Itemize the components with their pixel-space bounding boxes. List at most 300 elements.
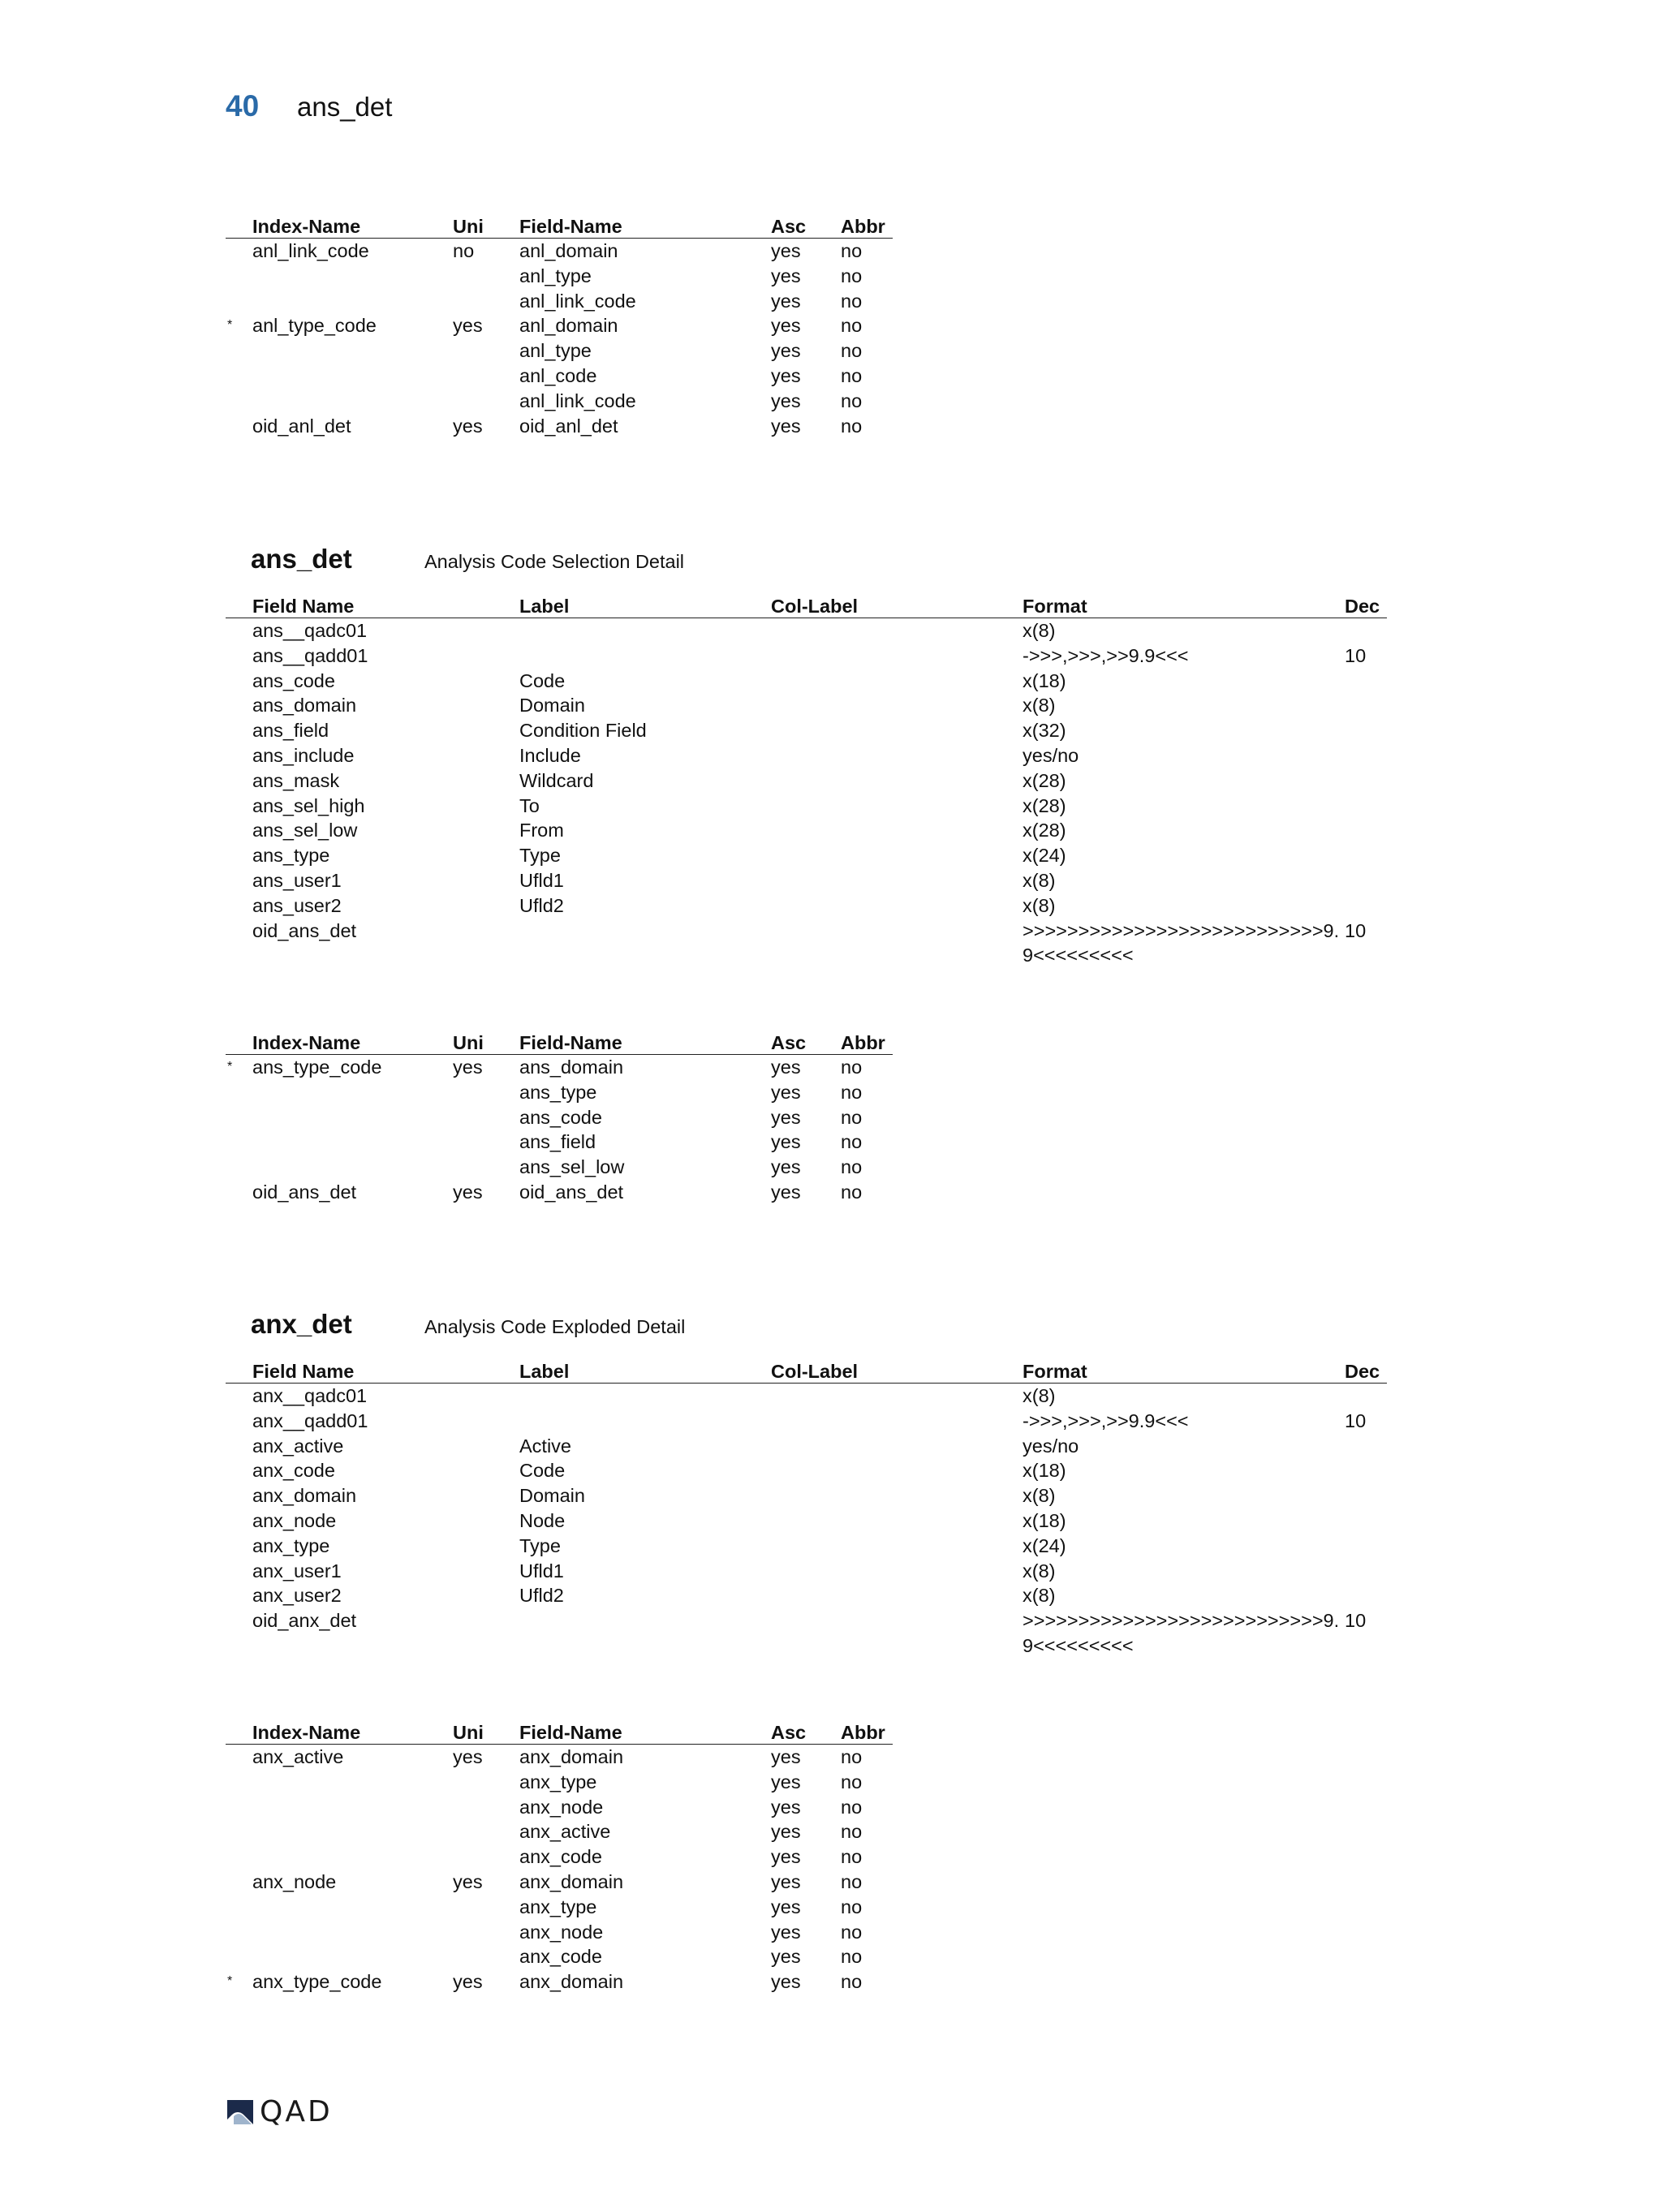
ascending-cell: yes xyxy=(771,1870,801,1892)
format-cell: x(8) xyxy=(1023,1560,1056,1582)
table-row xyxy=(226,1508,1387,1534)
unique-cell: yes xyxy=(453,1870,483,1892)
table-row xyxy=(226,893,1387,919)
abbreviated-cell: no xyxy=(841,1156,863,1178)
format-cell: x(8) xyxy=(1023,894,1056,916)
format-cell: x(8) xyxy=(1023,1385,1056,1406)
uni-header: Uni xyxy=(453,1031,519,1055)
table-row xyxy=(226,1844,893,1870)
field-name-cell: anx_node xyxy=(519,1796,604,1818)
col-label-cell xyxy=(771,1434,1023,1459)
field-name-cell: ans_type xyxy=(519,1081,597,1103)
abbreviated-cell: no xyxy=(841,1106,863,1128)
label-cell: Type xyxy=(519,1534,561,1556)
marker-cell xyxy=(226,893,252,919)
index-name-cell: anx_active xyxy=(252,1746,344,1767)
format-cell: x(18) xyxy=(1023,1509,1066,1531)
index-name-header: Index-Name xyxy=(252,1721,453,1745)
index-name-cell xyxy=(252,338,453,364)
field-name-cell: anl_domain xyxy=(519,240,618,261)
table-row xyxy=(226,1745,893,1770)
ascending-cell: yes xyxy=(771,340,801,362)
field-name-cell: anl_link_code xyxy=(519,290,636,312)
abbreviated-cell: no xyxy=(841,1846,863,1868)
decimals-cell xyxy=(1345,1384,1387,1409)
dec-header: Dec xyxy=(1345,1360,1387,1384)
ascending-cell: yes xyxy=(771,1921,801,1943)
decimals-cell xyxy=(1345,843,1387,868)
primary-index-marker xyxy=(226,364,252,389)
marker-cell xyxy=(226,1583,252,1608)
format-cell: yes/no xyxy=(1023,1435,1079,1457)
col-label-header: Col-Label xyxy=(771,595,1023,618)
table-row xyxy=(226,1180,893,1205)
logo-text: QAD xyxy=(260,2095,333,2128)
unique-cell: yes xyxy=(453,415,483,437)
abbreviated-cell: no xyxy=(841,1821,863,1843)
ascending-cell: yes xyxy=(771,1971,801,1993)
marker-cell xyxy=(226,643,252,669)
marker-cell xyxy=(226,794,252,819)
table-row xyxy=(226,1583,1387,1608)
format-cell: >>>>>>>>>>>>>>>>>>>>>>>>>>>9.9<<<<<<<<< xyxy=(1023,919,1340,966)
ascending-cell: yes xyxy=(771,1156,801,1178)
format-cell: x(8) xyxy=(1023,620,1056,641)
marker-cell xyxy=(226,1409,252,1434)
abbreviated-cell: no xyxy=(841,265,863,286)
ascending-cell: yes xyxy=(771,1106,801,1128)
unique-cell: yes xyxy=(453,1057,483,1078)
table-row xyxy=(226,1819,893,1844)
unique-cell xyxy=(453,1155,519,1180)
abbreviated-cell: no xyxy=(841,1921,863,1943)
index-name-cell xyxy=(252,1130,453,1155)
index-name-cell xyxy=(252,1944,453,1969)
field-name-cell: anl_type xyxy=(519,340,592,362)
table-row xyxy=(226,693,1387,718)
unique-cell xyxy=(453,364,519,389)
table-row xyxy=(226,1409,1387,1434)
abbreviated-cell: no xyxy=(841,1946,863,1968)
marker-cell xyxy=(226,1559,252,1584)
primary-index-marker: * xyxy=(227,1060,233,1074)
label-cell: Type xyxy=(519,845,561,867)
label-cell: Include xyxy=(519,744,581,766)
col-label-cell xyxy=(771,618,1023,643)
primary-index-marker xyxy=(226,1895,252,1920)
decimals-cell xyxy=(1345,718,1387,743)
field-name-cell: oid_anl_det xyxy=(519,415,618,437)
table-row xyxy=(226,768,1387,794)
col-label-cell xyxy=(771,1483,1023,1508)
index-name-cell xyxy=(252,1770,453,1795)
field-name-cell: oid_ans_det xyxy=(252,919,357,941)
format-cell: yes/no xyxy=(1023,744,1079,766)
index-header-row xyxy=(226,1721,893,1745)
field-name-cell: ans_domain xyxy=(519,1057,624,1078)
abbreviated-cell: no xyxy=(841,1796,863,1818)
table-row xyxy=(226,919,1387,969)
format-cell: x(18) xyxy=(1023,1460,1066,1482)
field-name-cell: anx_node xyxy=(519,1921,604,1943)
uni-header: Uni xyxy=(453,215,519,239)
unique-cell: no xyxy=(453,240,475,261)
marker-cell xyxy=(226,743,252,768)
decimals-cell xyxy=(1345,1508,1387,1534)
marker-cell xyxy=(226,618,252,643)
index-name-cell xyxy=(252,1105,453,1130)
format-cell: x(28) xyxy=(1023,794,1066,816)
primary-index-marker xyxy=(226,414,252,439)
table-row xyxy=(226,1969,893,1995)
table-row xyxy=(226,1130,893,1155)
table-row xyxy=(226,1895,893,1920)
table-row xyxy=(226,338,893,364)
index-name-header: Index-Name xyxy=(252,1031,453,1055)
field-name-cell: anx_code xyxy=(519,1846,602,1868)
format-header: Format xyxy=(1023,595,1345,618)
ascending-cell: yes xyxy=(771,290,801,312)
index-name-cell xyxy=(252,1155,453,1180)
decimals-cell: 10 xyxy=(1345,919,1367,941)
abbreviated-cell: no xyxy=(841,315,863,337)
table-row xyxy=(226,618,1387,643)
ascending-cell: yes xyxy=(771,1896,801,1917)
label-cell xyxy=(519,919,771,969)
table-row xyxy=(226,1608,1387,1659)
abbreviated-cell: no xyxy=(841,389,863,411)
format-cell: x(28) xyxy=(1023,769,1066,791)
field-name-cell: anx_domain xyxy=(252,1485,357,1507)
primary-index-marker xyxy=(226,1920,252,1945)
table-row xyxy=(226,1944,893,1969)
field-name-cell: ans_user2 xyxy=(252,894,342,916)
field-name-cell: anx_user1 xyxy=(252,1560,342,1582)
field-name-header: Field-Name xyxy=(519,215,771,239)
col-label-cell xyxy=(771,1534,1023,1559)
table-row xyxy=(226,1080,893,1105)
label-cell: Code xyxy=(519,1460,566,1482)
label-cell: To xyxy=(519,794,540,816)
table-row xyxy=(226,1384,1387,1409)
col-label-cell xyxy=(771,743,1023,768)
table-row xyxy=(226,794,1387,819)
unique-cell xyxy=(453,1895,519,1920)
field-name-cell: ans_sel_high xyxy=(252,794,365,816)
primary-index-marker xyxy=(226,1795,252,1820)
marker-column-header xyxy=(226,1721,252,1745)
abbr-header: Abbr xyxy=(841,215,893,239)
col-label-cell xyxy=(771,693,1023,718)
abbreviated-cell: no xyxy=(841,340,863,362)
ascending-cell: yes xyxy=(771,315,801,337)
decimals-cell: 10 xyxy=(1345,1409,1367,1431)
index-name-cell: oid_ans_det xyxy=(252,1181,357,1203)
table-row xyxy=(226,313,893,338)
index-name-cell xyxy=(252,1920,453,1945)
marker-cell xyxy=(226,1434,252,1459)
field-name-cell: anl_link_code xyxy=(519,389,636,411)
format-cell: x(8) xyxy=(1023,869,1056,891)
table-row xyxy=(226,389,893,414)
field-name-cell: ans_sel_low xyxy=(252,820,358,841)
col-label-cell xyxy=(771,818,1023,843)
field-name-cell: anx_type xyxy=(519,1771,597,1792)
format-cell: x(8) xyxy=(1023,695,1056,717)
ascending-cell: yes xyxy=(771,364,801,386)
col-label-cell xyxy=(771,1458,1023,1483)
ascending-cell: yes xyxy=(771,1131,801,1153)
primary-index-marker xyxy=(226,1155,252,1180)
field-name-cell: anx_domain xyxy=(519,1971,624,1993)
field-name-header: Field-Name xyxy=(519,1031,771,1055)
marker-column-header xyxy=(226,215,252,239)
table-row xyxy=(226,1105,893,1130)
decimals-cell xyxy=(1345,1434,1387,1459)
unique-cell xyxy=(453,1770,519,1795)
col-label-header: Col-Label xyxy=(771,1360,1023,1384)
table-description: Analysis Code Selection Detail xyxy=(424,551,685,572)
format-cell: x(8) xyxy=(1023,1485,1056,1507)
ascending-cell: yes xyxy=(771,240,801,261)
ascending-cell: yes xyxy=(771,1846,801,1868)
unique-cell: yes xyxy=(453,1746,483,1767)
unique-cell xyxy=(453,1920,519,1945)
decimals-cell: 10 xyxy=(1345,1610,1367,1632)
unique-cell: yes xyxy=(453,1971,483,1993)
unique-cell xyxy=(453,1819,519,1844)
primary-index-marker xyxy=(226,389,252,414)
col-label-cell xyxy=(771,843,1023,868)
ascending-cell: yes xyxy=(771,1081,801,1103)
field-name-cell: anx_active xyxy=(252,1435,344,1457)
field-name-cell: anx_code xyxy=(252,1460,335,1482)
ascending-cell: yes xyxy=(771,389,801,411)
table-row xyxy=(226,1458,1387,1483)
marker-column-header xyxy=(226,1031,252,1055)
field-name-cell: ans_field xyxy=(519,1131,596,1153)
primary-index-marker: * xyxy=(227,1974,233,1989)
col-label-cell xyxy=(771,868,1023,893)
marker-cell xyxy=(226,1384,252,1409)
col-label-cell xyxy=(771,893,1023,919)
marker-cell xyxy=(226,669,252,694)
marker-cell xyxy=(226,1483,252,1508)
field-name-cell: anx_code xyxy=(519,1946,602,1968)
index-name-cell xyxy=(252,289,453,314)
format-header: Format xyxy=(1023,1360,1345,1384)
decimals-cell: 10 xyxy=(1345,644,1367,666)
anx-det-index-table xyxy=(226,1721,893,1995)
label-cell: Ufld2 xyxy=(519,1585,564,1607)
anx-det-field-table xyxy=(226,1360,1387,1659)
table-name: ans_det xyxy=(251,544,352,574)
label-cell: Domain xyxy=(519,1485,585,1507)
decimals-cell xyxy=(1345,669,1387,694)
field-name-cell: anl_code xyxy=(519,364,597,386)
index-name-cell: anl_link_code xyxy=(252,240,369,261)
abbreviated-cell: no xyxy=(841,364,863,386)
abbreviated-cell: no xyxy=(841,415,863,437)
primary-index-marker xyxy=(226,1745,252,1770)
label-header: Label xyxy=(519,595,771,618)
field-name-cell: anx_domain xyxy=(519,1746,624,1767)
format-cell: x(8) xyxy=(1023,1585,1056,1607)
unique-cell xyxy=(453,1080,519,1105)
field-name-cell: ans_mask xyxy=(252,769,340,791)
decimals-cell xyxy=(1345,893,1387,919)
field-name-cell: anx_node xyxy=(252,1509,337,1531)
primary-index-marker xyxy=(226,264,252,289)
abbreviated-cell: no xyxy=(841,1870,863,1892)
format-cell: x(24) xyxy=(1023,845,1066,867)
table-row xyxy=(226,1483,1387,1508)
table-row xyxy=(226,364,893,389)
unique-cell xyxy=(453,338,519,364)
decimals-cell xyxy=(1345,1483,1387,1508)
decimals-cell xyxy=(1345,1458,1387,1483)
label-cell: Code xyxy=(519,669,566,691)
ascending-cell: yes xyxy=(771,415,801,437)
field-header-row xyxy=(226,1360,1387,1384)
index-name-cell xyxy=(252,1819,453,1844)
primary-index-marker xyxy=(226,239,252,264)
asc-header: Asc xyxy=(771,1031,841,1055)
col-label-cell xyxy=(771,643,1023,669)
decimals-cell xyxy=(1345,818,1387,843)
marker-cell xyxy=(226,919,252,969)
table-row xyxy=(226,1055,893,1080)
field-name-cell: ans_code xyxy=(519,1106,602,1128)
page-number: 40 xyxy=(226,89,260,123)
field-name-cell: ans_field xyxy=(252,720,329,742)
col-label-cell xyxy=(771,1508,1023,1534)
unique-cell xyxy=(453,1844,519,1870)
index-name-cell xyxy=(252,264,453,289)
ascending-cell: yes xyxy=(771,1057,801,1078)
primary-index-marker xyxy=(226,338,252,364)
primary-index-marker xyxy=(226,1870,252,1895)
primary-index-marker xyxy=(226,1130,252,1155)
label-cell xyxy=(519,1608,771,1659)
table-row xyxy=(226,239,893,264)
abbreviated-cell: no xyxy=(841,240,863,261)
index-header-row xyxy=(226,215,893,239)
table-row xyxy=(226,414,893,439)
table-row xyxy=(226,868,1387,893)
table-name: anx_det xyxy=(251,1309,352,1339)
field-name-cell: anl_domain xyxy=(519,315,618,337)
col-label-cell xyxy=(771,1409,1023,1434)
ascending-cell: yes xyxy=(771,1746,801,1767)
format-cell: x(18) xyxy=(1023,669,1066,691)
decimals-cell xyxy=(1345,743,1387,768)
index-name-header: Index-Name xyxy=(252,215,453,239)
table-description: Analysis Code Exploded Detail xyxy=(424,1316,686,1337)
unique-cell: yes xyxy=(453,1181,483,1203)
label-cell xyxy=(519,1384,771,1409)
primary-index-marker xyxy=(226,1180,252,1205)
field-name-cell: anx_domain xyxy=(519,1870,624,1892)
ascending-cell: yes xyxy=(771,1821,801,1843)
unique-cell xyxy=(453,389,519,414)
marker-cell xyxy=(226,1508,252,1534)
marker-cell xyxy=(226,818,252,843)
col-label-cell xyxy=(771,1608,1023,1659)
field-name-cell: anx_user2 xyxy=(252,1585,342,1607)
field-name-cell: ans_type xyxy=(252,845,330,867)
field-name-cell: anx_type xyxy=(252,1534,330,1556)
marker-cell xyxy=(226,1534,252,1559)
label-cell xyxy=(519,618,771,643)
col-label-cell xyxy=(771,1384,1023,1409)
marker-cell xyxy=(226,768,252,794)
table-row xyxy=(226,1434,1387,1459)
col-label-cell xyxy=(771,1583,1023,1608)
marker-cell xyxy=(226,1458,252,1483)
unique-cell: yes xyxy=(453,315,483,337)
unique-cell xyxy=(453,1130,519,1155)
unique-cell xyxy=(453,1105,519,1130)
table-row xyxy=(226,643,1387,669)
abbreviated-cell: no xyxy=(841,1771,863,1792)
primary-index-marker xyxy=(226,1770,252,1795)
table-row xyxy=(226,818,1387,843)
dec-header: Dec xyxy=(1345,595,1387,618)
format-cell: ->>>,>>>,>>9.9<<< xyxy=(1023,1409,1189,1431)
marker-cell xyxy=(226,843,252,868)
unique-cell xyxy=(453,1944,519,1969)
index-name-cell xyxy=(252,1080,453,1105)
format-cell: >>>>>>>>>>>>>>>>>>>>>>>>>>>9.9<<<<<<<<< xyxy=(1023,1610,1340,1656)
label-cell: Ufld2 xyxy=(519,894,564,916)
decimals-cell xyxy=(1345,768,1387,794)
table-row xyxy=(226,1155,893,1180)
primary-index-marker xyxy=(226,1944,252,1969)
col-label-cell xyxy=(771,794,1023,819)
page-title: ans_det xyxy=(297,92,393,122)
decimals-cell xyxy=(1345,1559,1387,1584)
label-cell xyxy=(519,643,771,669)
page-header xyxy=(226,89,392,130)
table-row xyxy=(226,669,1387,694)
primary-index-marker: * xyxy=(227,318,233,333)
abbreviated-cell: no xyxy=(841,1081,863,1103)
index-name-cell xyxy=(252,389,453,414)
field-header-row xyxy=(226,595,1387,618)
marker-column-header xyxy=(226,595,252,618)
index-name-cell xyxy=(252,364,453,389)
abbreviated-cell: no xyxy=(841,1181,863,1203)
field-name-cell: ans__qadd01 xyxy=(252,644,368,666)
index-name-cell xyxy=(252,1844,453,1870)
decimals-cell xyxy=(1345,794,1387,819)
table-row xyxy=(226,1795,893,1820)
label-cell: Node xyxy=(519,1509,566,1531)
col-label-cell xyxy=(771,919,1023,969)
table-row xyxy=(226,843,1387,868)
label-cell: Active xyxy=(519,1435,571,1457)
col-label-cell xyxy=(771,669,1023,694)
qad-logo xyxy=(226,2095,333,2128)
decimals-cell xyxy=(1345,618,1387,643)
asc-header: Asc xyxy=(771,1721,841,1745)
primary-index-marker xyxy=(226,1844,252,1870)
index-header-row xyxy=(226,1031,893,1055)
unique-cell xyxy=(453,1795,519,1820)
unique-cell xyxy=(453,264,519,289)
label-cell: Condition Field xyxy=(519,720,647,742)
